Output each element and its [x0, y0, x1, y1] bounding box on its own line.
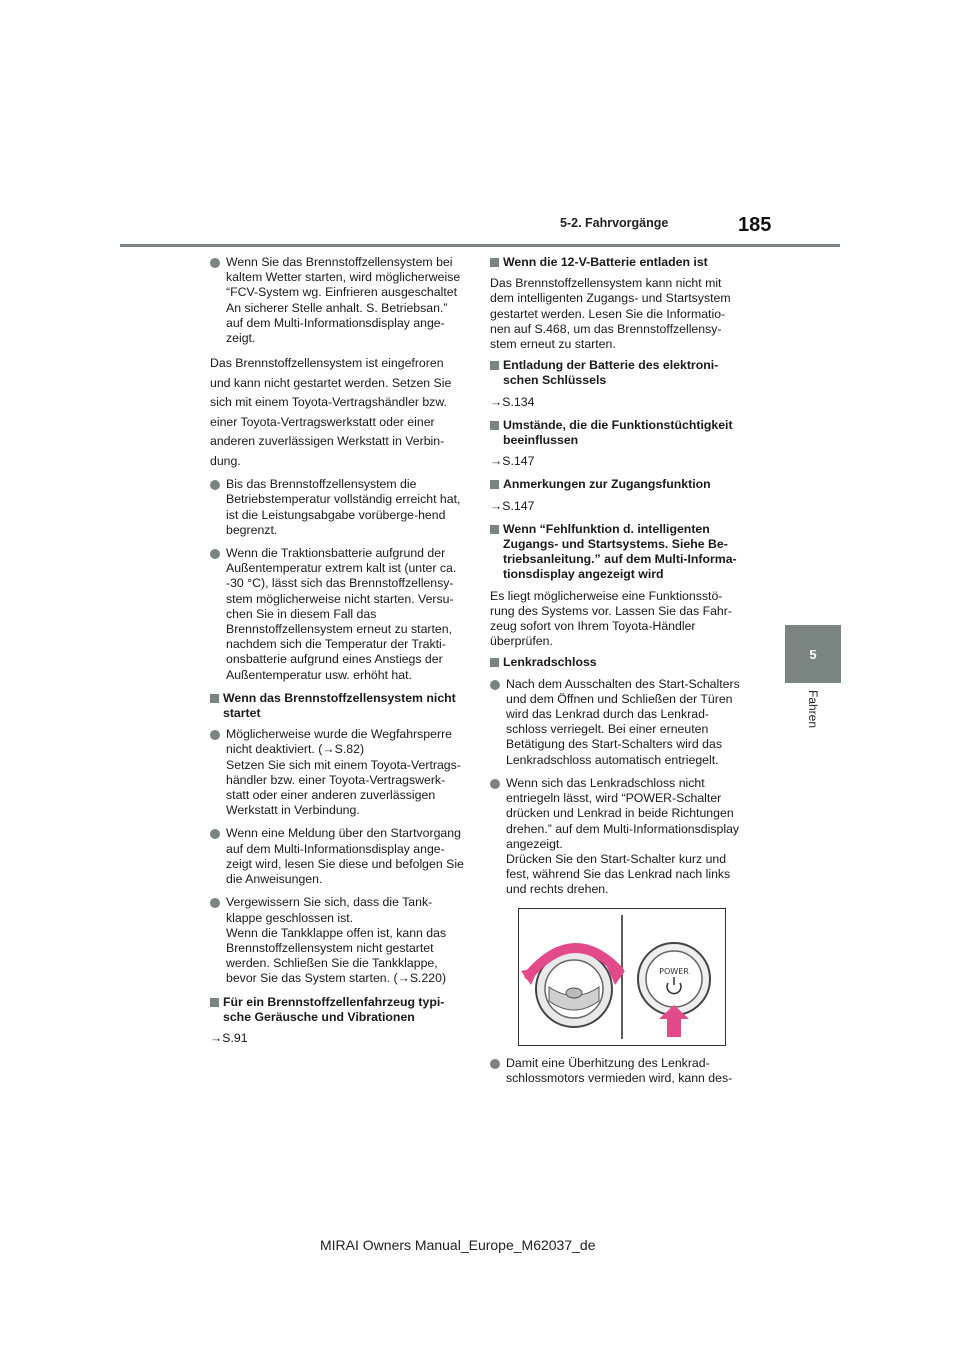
subheading: Wenn die 12-V-Batterie entladen ist: [490, 255, 744, 270]
bullet-item: Bis das Brennstoffzellensystem die Betriebstemperatur vollständig erreicht hat, ist die Leistungsabgabe vorüberge-hend begrenzt.: [210, 477, 464, 538]
subheading: Entladung der Batterie des elektroni-schen Schlüssels: [490, 358, 744, 388]
chapter-tab[interactable]: [785, 625, 841, 683]
bullet-item: Möglicherweise wurde die Wegfahrsperre nicht deaktiviert. (→S.82) Setzen Sie sich mit einem Toyota-Vertrags-händler bzw. einer Toyota-Vertragswerk-statt oder einer anderen zuverlässigen Werkstatt in Verbindung.: [210, 727, 464, 818]
square-marker-icon: [210, 694, 219, 703]
bullet-item: Vergewissern Sie sich, dass die Tank-klappe geschlossen ist. Wenn die Tankklappe offen ist, kann das Brennstoffzellensystem nicht gestartet werden. Schließen Sie die Tankklappe, bevor Sie das System starten. (→S.220): [210, 895, 464, 986]
square-marker-icon: [490, 525, 499, 534]
bullet-dot-icon: [210, 730, 220, 740]
header-rule: [120, 244, 840, 247]
bullet-item: Wenn sich das Lenkradschloss nicht entriegeln lässt, wird “POWER-Schalter drücken und Lenkrad in beide Richtungen drehen.” auf dem Multi-Informationsdisplay angezeigt. Drücken Sie den Start-Schalter kurz und fest, während Sie das Lenkrad nach links und rechts drehen.: [490, 776, 744, 898]
section-label: 5-2. Fahrvorgänge: [560, 216, 669, 230]
subheading: Wenn das Brennstoffzellensystem nicht startet: [210, 691, 464, 721]
page-reference-link[interactable]: →S.91: [210, 1030, 248, 1045]
subheading: Wenn “Fehlfunktion d. intelligenten Zugangs- und Startsystems. Siehe Be-triebsanleitung.” auf dem Multi-Informa-tionsdisplay angezeigt wird: [490, 522, 744, 583]
square-marker-icon: [490, 361, 499, 370]
paragraph: Es liegt möglicherweise eine Funktionsstö-rung des Systems vor. Lassen Sie das Fahr-zeug sofort von Ihrem Toyota-Händler überprüfen.: [490, 588, 732, 649]
chapter-number: 5: [809, 646, 817, 662]
square-marker-icon: [490, 421, 499, 430]
bullet-dot-icon: [210, 829, 220, 839]
page-reference-link[interactable]: →S.147: [490, 498, 535, 513]
power-button-label: POWER: [659, 966, 689, 976]
bullet-item: Wenn eine Meldung über den Startvorgang auf dem Multi-Informationsdisplay ange-zeigt wird, lesen Sie diese und befolgen Sie die Anweisungen.: [210, 826, 464, 887]
page-reference-link[interactable]: →S.134: [490, 394, 535, 409]
square-marker-icon: [490, 258, 499, 267]
bullet-dot-icon: [210, 549, 220, 559]
page-number: 185: [738, 214, 772, 236]
bullet-dot-icon: [490, 680, 500, 690]
square-marker-icon: [490, 658, 499, 667]
subheading: Für ein Brennstoffzellenfahrzeug typi-sche Geräusche und Vibrationen: [210, 995, 464, 1025]
left-column: [210, 255, 464, 1054]
page-reference-link[interactable]: →S.147: [490, 454, 535, 469]
paragraph: Das Brennstoffzellensystem kann nicht mit dem intelligenten Zugangs- und Startsystem gestartet werden. Lesen Sie die Informatio-nen auf S.468, um das Brennstoffzellensy-stem erneut zu starten.: [490, 276, 731, 352]
square-marker-icon: [490, 480, 499, 489]
bullet-dot-icon: [210, 898, 220, 908]
bullet-dot-icon: [210, 480, 220, 490]
bullet-dot-icon: [490, 1059, 500, 1069]
bullet-item: Wenn Sie das Brennstoffzellensystem bei kaltem Wetter starten, wird möglicherweise “FCV-System wg. Einfrieren ausgeschaltet An sicherer Stelle anhalt. S. Betriebsan.” auf dem Multi-Informationsdisplay ange-zeigt.: [210, 255, 464, 346]
bullet-dot-icon: [210, 258, 220, 268]
bullet-item: Nach dem Ausschalten des Start-Schalters und dem Öffnen und Schließen der Türen wird das Lenkrad durch das Lenkrad-schloss verriegelt. Bei einer erneuten Betätigung des Start-Schalters wird das Lenkradschloss automatisch entriegelt.: [490, 677, 744, 768]
power-button-icon: [638, 943, 710, 1015]
steering-lock-illustration: [518, 908, 726, 1046]
bullet-dot-icon: [490, 779, 500, 789]
steering-power-svg: [519, 909, 725, 1045]
paragraph: Das Brennstoffzellensystem ist eingefroren und kann nicht gestartet werden. Setzen Sie sich mit einem Toyota-Vertragshändler bzw. einer Toyota-Vertragswerkstatt oder einer anderen zuverlässigen Werkstatt in Verbin-dung.: [210, 356, 452, 468]
subheading: Umstände, die die Funktionstüchtigkeit beeinflussen: [490, 418, 744, 448]
bullet-item: Damit eine Überhitzung des Lenkrad-schlossmotors vermieden wird, kann des-: [490, 1056, 744, 1086]
footer-document-id: MIRAI Owners Manual_Europe_M62037_de: [320, 1237, 596, 1253]
subheading: Lenkradschloss: [490, 655, 744, 670]
square-marker-icon: [210, 998, 219, 1007]
bullet-item: Wenn die Traktionsbatterie aufgrund der Außentemperatur extrem kalt ist (unter ca. -30 °C), lässt sich das Brennstoffzellensy-stem möglicherweise nicht starten. Versu-chen Sie in diesem Fall das Brennstoffzellensystem erneut zu starten, nachdem sich die Temperatur der Trakti-onsbatterie aufgrund eines Anstiegs der Außentemperatur usw. erhöht hat.: [210, 546, 464, 683]
chapter-title: Fahren: [806, 690, 820, 729]
subheading: Anmerkungen zur Zugangsfunktion: [490, 477, 744, 492]
right-column: [490, 255, 744, 1094]
